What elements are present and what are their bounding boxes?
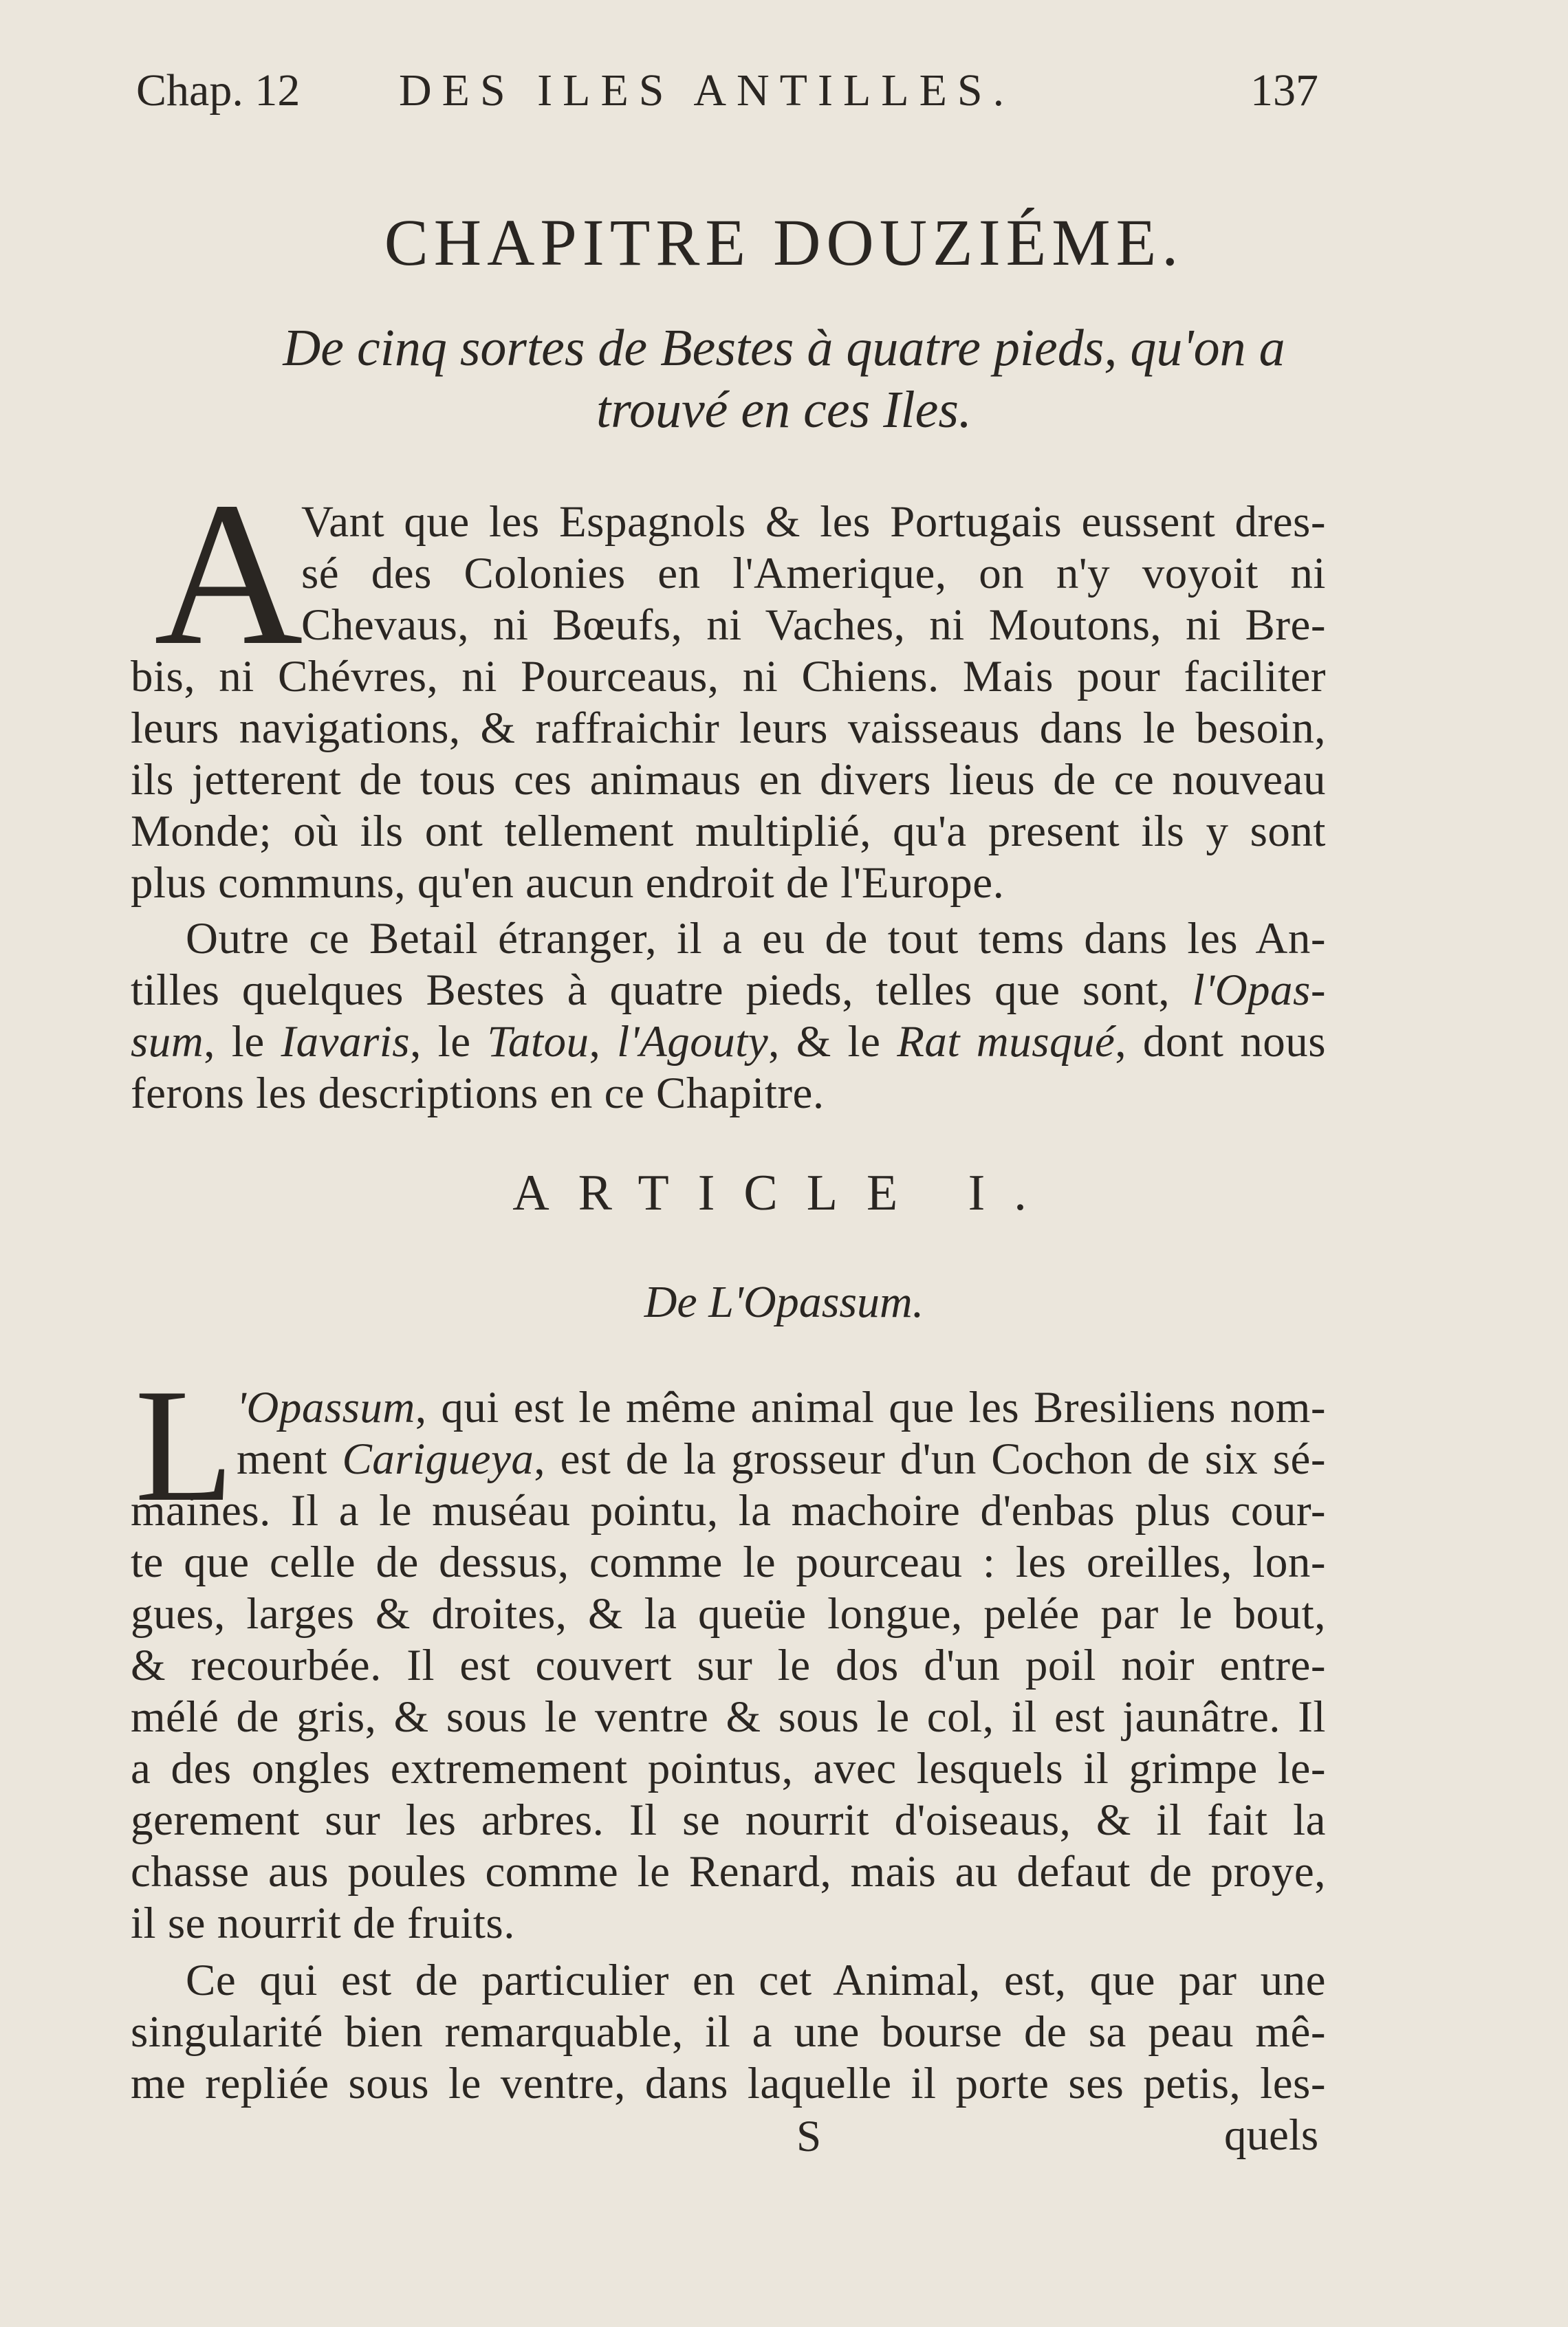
iavaris-name: Iavaris [281, 1017, 411, 1067]
drop-cap-l: L [135, 1356, 235, 1536]
page-number: 137 [1250, 65, 1318, 116]
para2-text: , le [204, 1017, 281, 1067]
article-line-1 [237, 1382, 1326, 1434]
article-line-6: & recourbée. Il est couvert sur le dos d'un poil noir entre- [131, 1641, 1326, 1690]
article-heading: ARTICLE I. [512, 1165, 1056, 1221]
chapter-subtitle-line-2: trouvé en ces Iles. [596, 381, 972, 439]
article-line-7: mélé de gris, & sous le ventre & sous le col, il est jaunâtre. Il [131, 1692, 1326, 1742]
para2-line-2 [131, 965, 1326, 1016]
tatou-name: Tatou [487, 1017, 589, 1067]
para2-text: , [589, 1017, 618, 1067]
article-line-10: chasse aus poules comme le Renard, mais au defaut de proye, [131, 1847, 1326, 1897]
article-para2-line-1: Ce qui est de particulier en cet Animal, est, que par une [186, 1956, 1326, 2005]
article-para2-line-3: me repliée sous le ventre, dans laquelle il porte ses petis, les- [131, 2059, 1326, 2108]
intro-line-8: plus communs, qu'en aucun endroit de l'Europe. [131, 858, 1005, 908]
intro-line-3: Chevaus, ni Bœufs, ni Vaches, ni Moutons, ni Bre- [301, 600, 1326, 650]
article-line-9: gerement sur les arbres. Il se nourrit d'oiseaus, & il fait la [131, 1795, 1326, 1845]
para2-text: tilles quelques Bestes à quatre pieds, telles que sont, [131, 965, 1193, 1015]
para2-line-1: Outre ce Betail étranger, il a eu de tout tems dans les An- [186, 914, 1326, 963]
para2-line-3 [131, 1016, 1326, 1068]
intro-line-2: sé des Colonies en l'Amerique, on n'y voyoit ni [301, 549, 1326, 598]
running-head-chapter: Chap. 12 [136, 65, 301, 116]
intro-line-5: leurs navigations, & raffraichir leurs vaisseaus dans le besoin, [131, 703, 1326, 753]
opassum-name-end: sum [131, 1017, 204, 1067]
agouty-name: l'Agouty [617, 1017, 769, 1067]
article-subheading: De L'Opassum. [644, 1277, 924, 1327]
article-line-2 [237, 1434, 1326, 1485]
carigueya-name: Carigueya [342, 1434, 534, 1484]
running-head-title: DES ILES ANTILLES. [399, 65, 1015, 116]
para2-line-4: ferons les descriptions en ce Chapitre. [131, 1069, 825, 1118]
drop-cap-a: A [154, 459, 303, 688]
intro-line-6: ils jetterent de tous ces animaus en divers lieus de ce nouveau [131, 755, 1326, 805]
article-line-5: gues, larges & droites, & la queüe longue, pelée par le bout, [131, 1589, 1326, 1639]
article-line-8: a des ongles extremement pointus, avec lesquels il grimpe le- [131, 1744, 1326, 1793]
signature-mark: S [796, 2112, 822, 2161]
para2-text: , dont nous [1115, 1017, 1326, 1067]
opassum-name: 'Opassum [237, 1383, 415, 1432]
intro-line-7: Monde; où ils ont tellement multiplié, qu'a present ils y sont [131, 807, 1326, 856]
para2-text: , le [410, 1017, 488, 1067]
article-text: , qui est le même animal que les Bresiliens nom- [415, 1383, 1326, 1432]
intro-line-1: Vant que les Espagnols & les Portugais eussent dres- [301, 497, 1326, 547]
rat-musque-name: Rat musqué [897, 1017, 1115, 1067]
opassum-name: l'Opas- [1192, 965, 1326, 1015]
article-line-11: il se nourrit de fruits. [131, 1899, 515, 1948]
chapter-title: CHAPITRE DOUZIÉME. [384, 206, 1184, 279]
article-text: , est de la grosseur d'un Cochon de six sé- [534, 1434, 1327, 1484]
article-para2-line-2: singularité bien remarquable, il a une bourse de sa peau mê- [131, 2007, 1326, 2057]
chapter-subtitle-line-1: De cinq sortes de Bestes à quatre pieds, qu'on a [283, 319, 1285, 377]
article-line-4: te que celle de dessus, comme le pourceau : les oreilles, lon- [131, 1538, 1326, 1587]
intro-line-4: bis, ni Chévres, ni Pourceaus, ni Chiens. Mais pour faciliter [131, 652, 1326, 701]
para2-text: , & le [768, 1017, 897, 1067]
catchword: quels [1224, 2110, 1319, 2160]
article-text: ment [237, 1434, 342, 1484]
article-line-3: maines. Il a le muséau pointu, la machoire d'enbas plus cour- [131, 1486, 1326, 1536]
